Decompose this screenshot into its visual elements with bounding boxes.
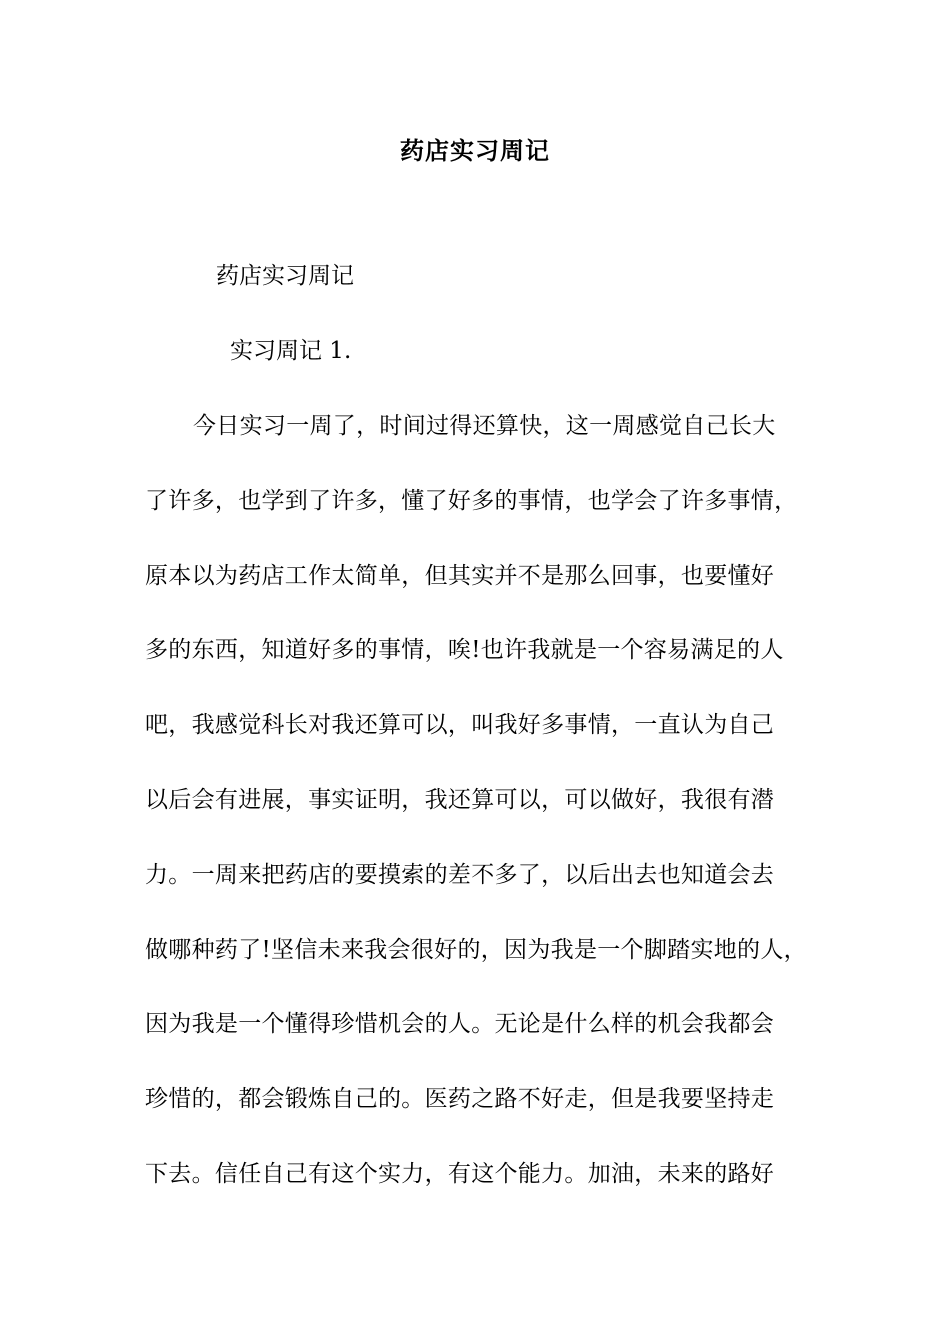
- body-line: 做哪种药了!坚信未来我会很好的，因为我是一个脚踏实地的人，: [145, 937, 807, 963]
- body-line: 以后会有进展，事实证明，我还算可以，可以做好，我很有潜: [145, 787, 775, 813]
- body-line: 珍惜的，都会锻炼自己的。医药之路不好走，但是我要坚持走: [145, 1086, 775, 1112]
- body-line: 了许多，也学到了许多，懂了好多的事情，也学会了许多事情，: [145, 488, 798, 514]
- document-title: 药店实习周记: [400, 136, 550, 165]
- body-line: 力。一周来把药店的要摸索的差不多了，以后出去也知道会去: [145, 862, 775, 888]
- body-line: 今日实习一周了，时间过得还算快，这一周感觉自己长大: [193, 413, 776, 439]
- body-line: 原本以为药店工作太简单，但其实并不是那么回事，也要懂好: [145, 563, 775, 589]
- body-line: 多的东西，知道好多的事情，唉!也许我就是一个容易满足的人: [145, 637, 784, 663]
- body-line: 下去。信任自己有这个实力，有这个能力。加油，未来的路好: [145, 1161, 775, 1187]
- body-line: 因为我是一个懂得珍惜机会的人。无论是什么样的机会我都会: [145, 1011, 775, 1037]
- section-heading: 实习周记 1.: [230, 338, 352, 364]
- body-line: 吧，我感觉科长对我还算可以，叫我好多事情，一直认为自己: [145, 712, 775, 738]
- document-subtitle: 药店实习周记: [216, 263, 354, 289]
